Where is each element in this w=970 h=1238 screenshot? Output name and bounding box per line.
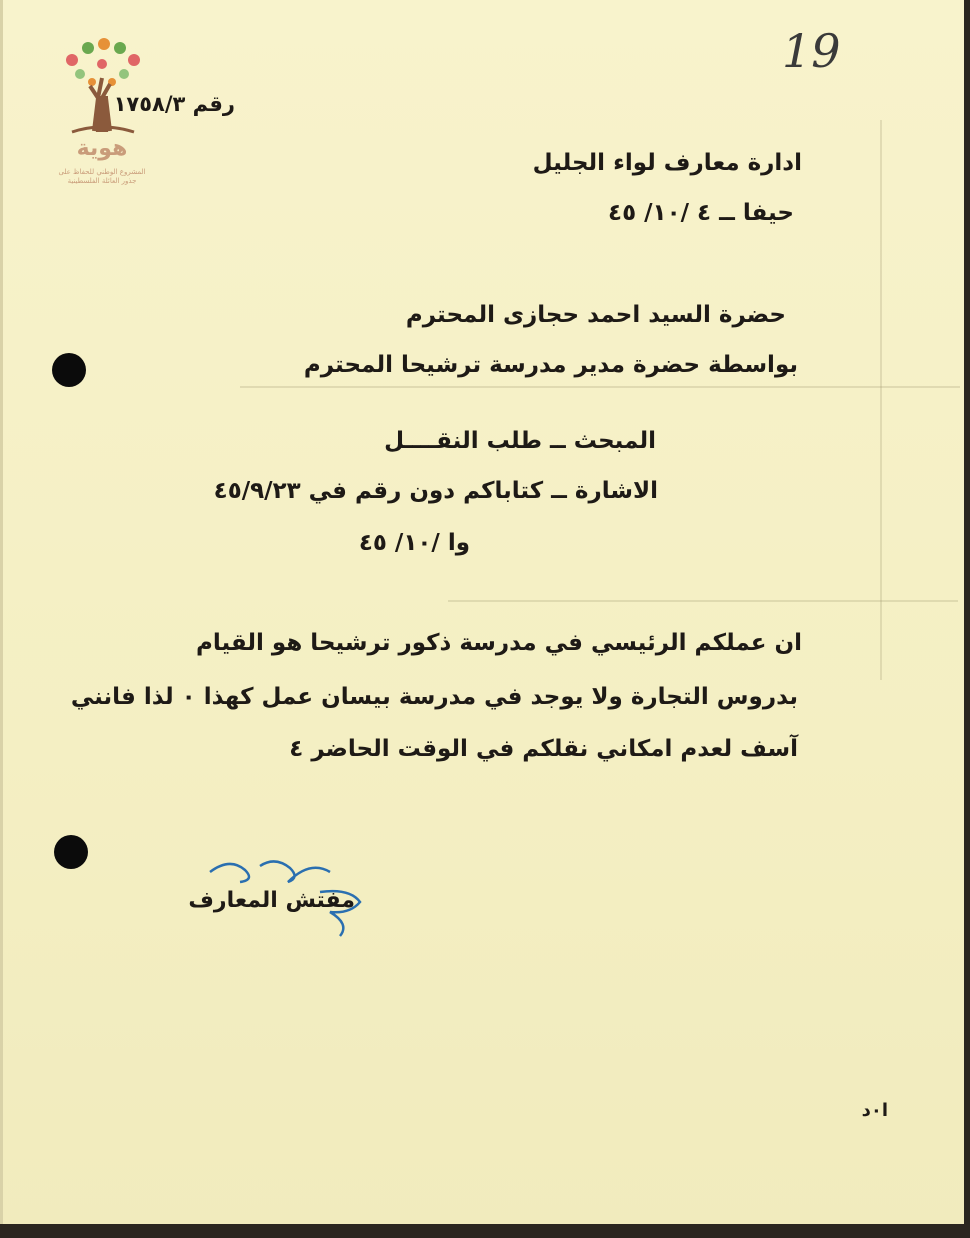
page-right-edge [964,0,970,1238]
place-date: حيفا ــ ٤ /١٠/ ٤٥ [608,200,794,226]
addressee-line-1: حضرة السيد احمد حجازى المحترم [405,302,786,328]
faint-bleed-line [880,120,882,680]
punch-hole-bottom [54,835,88,869]
signature-title: مفتش المعارف [188,888,355,913]
logo-name: هوية [76,136,128,161]
page-number: 19 [782,24,841,78]
tree-logo-icon [52,36,152,136]
punch-hole-top [52,353,86,387]
reference-number: رقم ١٧٥٨/٣ [113,92,235,116]
issuing-office: ادارة معارف لواء الجليل [532,150,802,176]
reference-line-2: وا /١٠/ ٤٥ [358,530,470,556]
page-left-shadow [0,0,3,1238]
faint-fold-line [240,386,960,388]
logo-caption-1: المشروع الوطني للحفاظ على [58,168,146,176]
reference-line-1: الاشارة ــ كتاباكم دون رقم في ٤٥/٩/٢٣ [213,478,658,504]
body-line-2: بدروس التجارة ولا يوجد في مدرسة بيسان عمل كهذا ٠ لذا فانني [70,684,798,710]
footer-initials: ا٠د [861,1100,888,1121]
logo-caption-2: جذور العائلة الفلسطينية [67,177,137,185]
body-line-1: ان عملكم الرئيسي في مدرسة ذكور ترشيحا هو القيام [195,630,802,656]
addressee-line-2: بواسطة حضرة مدير مدرسة ترشيحا المحترم [303,352,798,378]
body-line-3: آسف لعدم امكاني نقلكم في الوقت الحاضر ٤ [289,736,798,762]
subject-line: المبحث ــ طلب النقــــل [384,428,656,454]
page-bottom-edge [0,1224,970,1238]
